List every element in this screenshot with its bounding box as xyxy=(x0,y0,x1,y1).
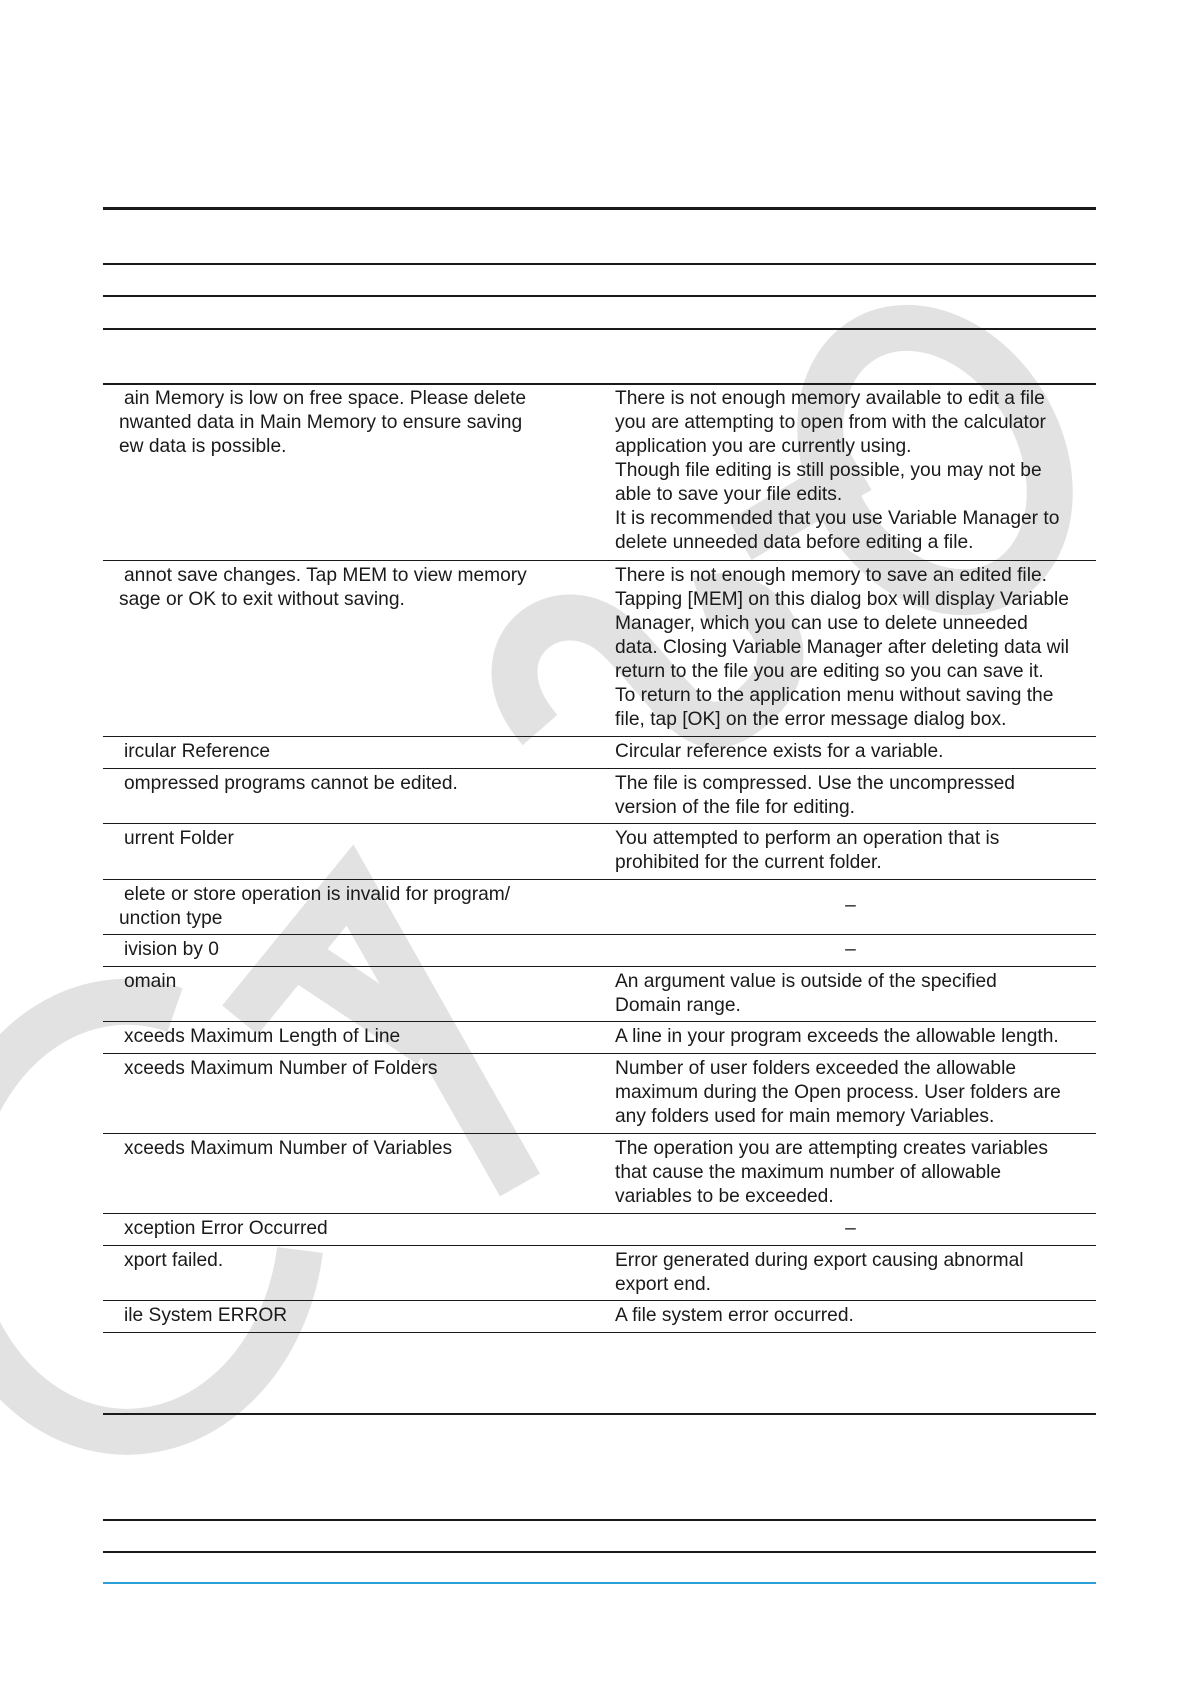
section-rule-3 xyxy=(103,1551,1096,1553)
table-row xyxy=(103,1134,1096,1214)
table-row xyxy=(103,384,1096,561)
error-message-table xyxy=(103,384,1096,1333)
error-description: The operation you are attempting creates variables that cause the maximum number of allowable variables to be exceeded. xyxy=(615,1138,1049,1207)
error-description: There is not enough memory available to edit a file you are attempting to open from with the calculator application you are currently using. Though file editing is still possible, you may not be able to save your file edits. It is recommended that you use Variable Manager to delete unneeded data before editing a file. xyxy=(615,388,1060,553)
table-row xyxy=(103,737,1096,769)
error-message: ivision by 0 xyxy=(124,939,219,960)
table-row xyxy=(103,935,1096,967)
error-description: You attempted to perform an operation that is prohibited for the current folder. xyxy=(615,828,1000,873)
table-row xyxy=(103,1246,1096,1301)
error-message: xceeds Maximum Number of Folders xyxy=(124,1058,438,1079)
error-description: An argument value is outside of the specified Domain range. xyxy=(615,971,997,1016)
error-description: Number of user folders exceeded the allowable maximum during the Open process. User folders are any folders used for main memory Variables. xyxy=(615,1058,1061,1127)
footer-rule xyxy=(103,1582,1096,1584)
error-description: Error generated during export causing abnormal export end. xyxy=(615,1250,1024,1295)
error-description: – xyxy=(845,938,856,960)
header-rule-3 xyxy=(103,328,1096,330)
error-message: xceeds Maximum Length of Line xyxy=(124,1026,401,1047)
header-rule-1 xyxy=(103,263,1096,265)
table-row xyxy=(103,561,1096,737)
error-message: xceeds Maximum Number of Variables xyxy=(124,1138,453,1159)
error-description: Circular reference exists for a variable. xyxy=(615,741,944,762)
table-row xyxy=(103,824,1096,880)
error-message: annot save changes. Tap MEM to view memory sage or OK to exit without saving. xyxy=(119,565,527,610)
table-row xyxy=(103,769,1096,824)
error-message: ompressed programs cannot be edited. xyxy=(124,773,458,794)
error-message: xport failed. xyxy=(124,1250,224,1271)
error-message: urrent Folder xyxy=(124,828,234,849)
error-description: – xyxy=(845,895,856,916)
section-rule-1 xyxy=(103,1413,1096,1415)
error-description: There is not enough memory to save an edited file. Tapping [MEM] on this dialog box will display Variable Manager, which you can use to delete unneeded data. Closing Variable Manager after deleting data wil return to the file you are editing so you can save it. To return to the application menu without saving the file, tap [OK] on the error message dialog box. xyxy=(615,565,1070,730)
error-message: xception Error Occurred xyxy=(124,1218,328,1239)
error-description: A file system error occurred. xyxy=(615,1305,854,1326)
table-row xyxy=(103,967,1096,1022)
section-rule-2 xyxy=(103,1519,1096,1521)
error-description: A line in your program exceeds the allowable length. xyxy=(615,1026,1059,1047)
error-message: ircular Reference xyxy=(124,741,271,762)
error-description: – xyxy=(845,1217,856,1239)
error-message: ile System ERROR xyxy=(124,1305,288,1326)
error-message: omain xyxy=(124,971,177,992)
table-row xyxy=(103,1054,1096,1134)
error-message: elete or store operation is invalid for program/ unction type xyxy=(119,884,511,929)
header-rule-top xyxy=(103,207,1096,210)
table-row xyxy=(103,1022,1096,1054)
table-row xyxy=(103,880,1096,935)
table-row xyxy=(103,1301,1096,1333)
error-message: ain Memory is low on free space. Please delete nwanted data in Main Memory to ensure saving ew data is possible. xyxy=(119,388,527,457)
header-rule-2 xyxy=(103,295,1096,297)
error-description: The file is compressed. Use the uncompressed version of the file for editing. xyxy=(615,773,1015,818)
table-row xyxy=(103,1214,1096,1246)
